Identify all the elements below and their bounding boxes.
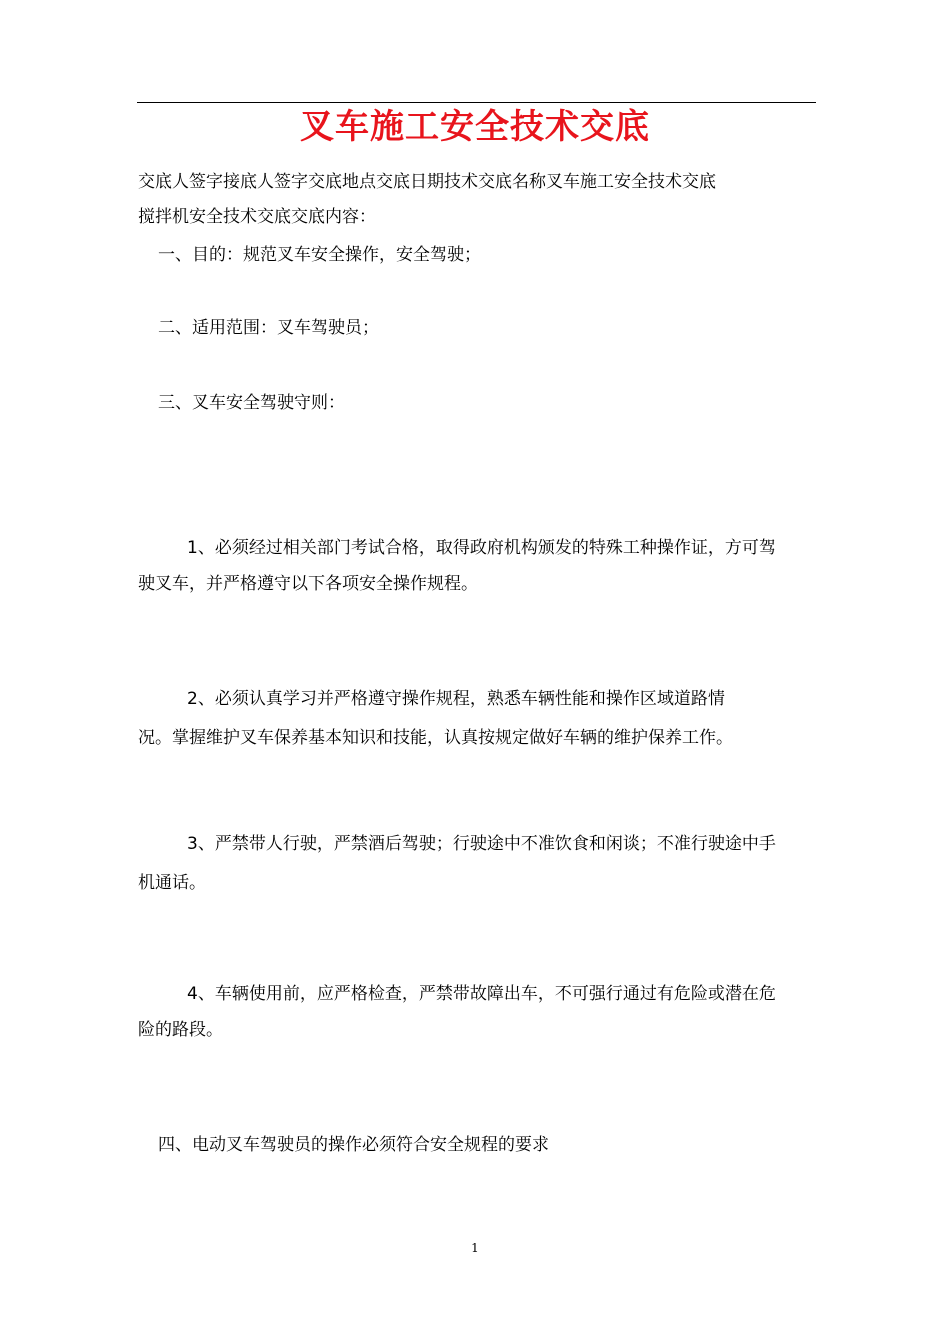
rule-1-line-1: 1、必须经过相关部门考试合格，取得政府机构颁发的特殊工种操作证，方可驾: [187, 538, 776, 558]
page-number: 1: [471, 1241, 479, 1255]
rule-2-line-1: 2、必须认真学习并严格遵守操作规程，熟悉车辆性能和操作区域道路情: [187, 689, 725, 709]
section-scope: 二、适用范围：叉车驾驶员；: [158, 318, 379, 338]
rule-3-line-1: 3、严禁带人行驶，严禁酒后驾驶；行驶途中不准饮食和闲谈；不准行驶途中手: [187, 834, 776, 854]
rule-1-line-2: 驶叉车，并严格遵守以下各项安全操作规程。: [138, 574, 478, 594]
document-title: 叉车施工安全技术交底: [300, 107, 650, 147]
meta-line: 交底人签字接底人签字交底地点交底日期技术交底名称叉车施工安全技术交底: [138, 172, 716, 192]
section-electric-forklift: 四、电动叉车驾驶员的操作必须符合安全规程的要求: [158, 1135, 549, 1155]
rule-2-line-2: 况。掌握维护叉车保养基本知识和技能，认真按规定做好车辆的维护保养工作。: [138, 728, 733, 748]
rule-3-line-2: 机通话。: [138, 873, 206, 893]
header-rule: [137, 102, 816, 103]
rule-4-line-2: 险的路段。: [138, 1020, 223, 1040]
rule-4-line-1: 4、车辆使用前，应严格检查，严禁带故障出车，不可强行通过有危险或潜在危: [187, 984, 776, 1004]
section-purpose: 一、目的：规范叉车安全操作，安全驾驶；: [158, 245, 481, 265]
section-rules-heading: 三、叉车安全驾驶守则：: [158, 393, 345, 413]
content-intro: 搅拌机安全技术交底交底内容：: [138, 207, 376, 227]
